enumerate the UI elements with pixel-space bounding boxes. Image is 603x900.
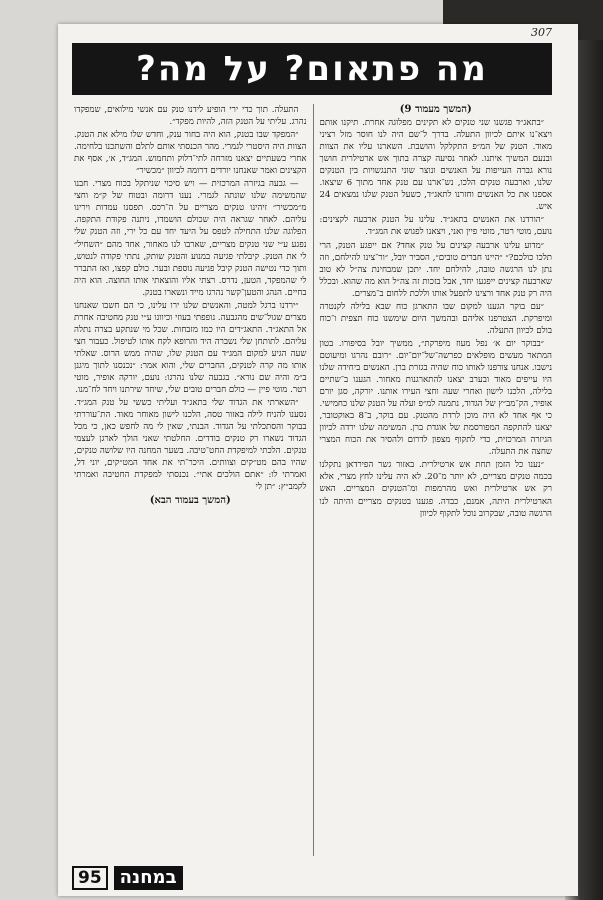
paragraph: ״נענו כל הזמן תחת אש ארטילרית. באזור גשר הפירדאן נתקלנו בכמה טנקים מצריים, לא יותר מ־20. לא היה עלינו לחץ מצרי, אלא רק אש ארטילרית ואש מהרמפות ומ־הטנקים המצריים. האש הארטילרית היתה, אמנם, כבדה. פגענו בטנקים מצריים והיתה לנו הרגשה טובה, שבקרוב נוכל לתקוף לכיוון	[319, 460, 552, 519]
magazine-name: במחנה	[114, 866, 183, 890]
paragraph: ״בתאג״ד פגשנו שני טנקים לא תקינים מפלוגה אחרת. תיקנו אותם ויצא־נו איתם לכיוון התעלה. בדרך ל־שם היה לנו חוסר מזל רציני מאוד. הטנק של המ״פ התקלקל והושבת. השארנו עליו את הצוות ובנעם המשיך איתנו. לאחר נסיעה קצרה בתוך אש ארטילרית חושך נורא גברה העייפות על האנשים ונוצר שוני התנגשויות בין הטנקים שלנו, וארבעה טנקים הלכו, נש־ארנו עם טנק אחד מתוך 6 שיצאו. אספנו את כל האנשים וחזרנו לתאג״ד, כשעל הטנק שלנו נמצאים 24 איש.	[319, 118, 552, 213]
page-title: מה פתאום? על מה?	[136, 49, 488, 89]
paragraph: ״השארתי את הגדוד שלי בתאג״ד ועליתי כששי על טנק המג״ד. נסענו להניח לילה באזור טסה, הלכנו לישון מאוחר מאוד. הת־עוררתי בבוקר והסתכלתי על הגדוד. הבנתי, שאין לי מה לחפש כאן, כי מכל הגדוד נשארו רק טנקים בודדים. החלטתי שאני הולך לארגן לעצמי טנקים. הלכתי למיפקדת החט־טיבה. בשער המחנה היו שלושה טנקים, שהיו בהם מט״קים וצוותים. היכר־תי את אחד המט״קים, יוני דל, ואמרתי לו: ״אתם הולכים אתי״. נכנסתי למפקדת החטיבה ואמרתי לקמב״ץ: ״תן לי	[74, 398, 307, 493]
newspaper-page	[58, 24, 578, 896]
folio-number: 95	[72, 866, 108, 890]
article-column-right	[313, 104, 553, 856]
paragraph: ״עם בוקר הגענו למקום שבו התארגן כוח שבא בלילה לקנטרה ומיפרקת. הצטרפנו אליהם ובהמשך היום שימשנו כוח תצפית ו־כוח בולם לכיוון התעלה.	[319, 301, 552, 336]
paragraph: — גבעה בגיזרה המרכזית — ויש סיכוי שניתקל בכוח מצרי. חבנו שהמשימה שלנו שונתה לגמרי. נענו דרומה ובטוח של ק״מ וחצי מ״מכשיר״ זיהינו טנקים מצריים על ה־רכס. תפסנו עמדות וירינו עליהם. לאחר שגראה היה שכולם הושמדו, ניתנה פקודת התקפה. הפלוגה שלנו התחילה לטפס על היעד יחד עם כל ירי, וזה הטנק שלי נפגע ע״י שני טנקים מצריים, שארבו לנו מאחור, אחד מהם ״השחיל״ לי את הטנק. קיבלתי פגיעה במנוע והטנק שותק, נתתי פקודה לנטוש, ותוך כדי נטישה הטנק קיבל פגיעה נוספת ובער. כולם קפצו, ואז התברר לי שהמפקד, הטען, נדרס. רצתי אליו והוצאתי אותו החוצה. הוא היה בחיים. הנהג והטען־קשר נהרגו מייד ונשארו בטנק.	[74, 179, 307, 298]
paragraph: ״בבוקר יום א׳ נפל מעוז מיפרקת״, ממשיך יובל בסיפורו. בטון המתאר מעשים מופלאים כפרשה־של־יום־יום. ״רובם נהרגו ומיעוטם נישבו. אנחנו צורפנו לאותו כוח שהיה בגזרת ברן. האנשים ביחידה שלנו היו עייפים מאוד ובערב יצאנו להתארגנות מאחור. הגענו ב־שתיים בלילה, הלכנו לישון ואחרי שעה וחצי העירו אותנו. יורקה, סגן יורם אופיר, הק־מב״ץ של הגדוד, נתמנה למ״פ ועלה על הטנק שלנו כחמישי. כי אף אחד לא היה מוכן לרדת מהטנק. עם בוקר, ב־8 באוקטובר, יצאנו להתקפה המפורסמת של אוגדת ברן. המשימה שלנו ירדה לכיוון הגיזרה המרכזית, כדי לתקוף מצפון לדרום ולהסיר את הכוח המצרי שחצה את התעלה.	[319, 338, 552, 458]
handwritten-page-number: 307	[531, 26, 552, 39]
continued-from-note: (המשך מעמוד 9)	[399, 104, 472, 115]
page-footer	[72, 866, 183, 890]
article-body	[74, 104, 552, 856]
article-column-left	[74, 104, 313, 856]
paragraph: ״הורדנו את האנשים בתאג״ד. עלינו על הטנק ארבעה לקצינים: נועם, מוטי רטר, מוטי פיין ואני, ויצאנו לפגוש את המג״ד.	[319, 215, 552, 238]
paragraph: ״מדוע עלינו ארבעה קצינים על טנק אחד? אם ייפגע הטנק, הרי תלכו כולכם?״ ״היינו חברים טובים״, הסביר יובל, ״ור־צינו להילחם, וזה נתן לנו הרגשה טובה, להילחם יחד. יתכן שמבחינת צה״ל לא טוב שארבעה קצינים ייפגעו יחד, אבל בזכות זה צה״ל הוא מה שהוא. ובכלל היה רק טנק אחד ורצינו לתפעל אותו וללכת ללחום ב־מצרים.	[319, 240, 552, 299]
paragraph: ״המפקד שבו בטנק, הוא היה בחור ענק, וחדש שלו מילא את הטנק. הצוות היה היסטרי לגמרי. מהר הכנסתי אותם לתלם והשתכנו בלחימה. אחרי כשעתיים יצאנו מזרחה לתי־דלוק ותחמוש. המג״ד, א׳, אסף את הקצינים ואמר שאנחנו יורדים דרומה לכיוון ״מכשיר״	[74, 130, 307, 177]
paragraph: התעלה. תוך כדי ירי הופיע לידנו טנק עם אנשי מילואים, שמפקדו נהרג. עליתי על הטנק הזה, להיות מפקד״.	[74, 105, 307, 128]
paragraph: ״ירדנו ברגל למטה, והאנשים שלנו ירו עלינו, כי הם חשבו שאנחנו מצרים שגול־שים מהגבעה. נופפתי בעוזי וכיוונו ע״י טנק מחטיבה אחרת אל התאג״ד. התאג״דים היו כמו מזבחות. שכל מי שנתקע בצרה נתלה עליהם. לתותחן שלי נשברה היד והרופא לקח אותו לטיפול. כעבור חצי שעה הגיע למקום המג״ד עם הטנק שלו, שהיה ממש הרוס. שאלתי אותו מה קרה לטנקים, החברים שלי, והוא אמר: ״נכנסנו לתוך מיגנן ב״מ והיה שם נורא״. בגבעה שלנו נהרגו: נועם, יורקה אופיר, מוטי רטר. מוטי פיין — כולם חברים טובים שלי, שיחד שירתנו ויחד לח־מנו.	[74, 300, 307, 396]
continued-on-next-page-note: (המשך בעמוד הבא)	[149, 494, 231, 506]
headline-band	[72, 43, 552, 95]
